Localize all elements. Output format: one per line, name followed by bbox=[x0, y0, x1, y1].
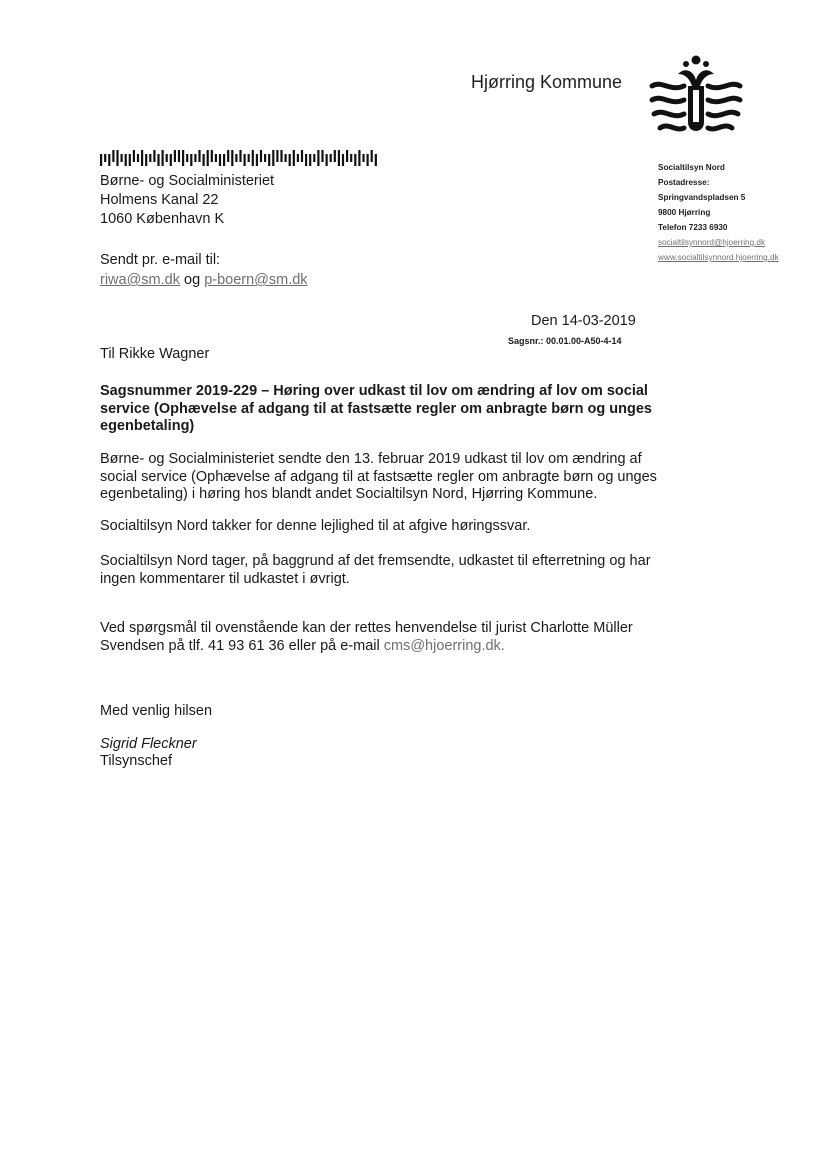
barcode-bar bbox=[100, 154, 102, 166]
sender-phone: Telefon 7233 6930 bbox=[658, 223, 728, 232]
barcode-bar bbox=[231, 150, 233, 166]
barcode-bar bbox=[137, 154, 139, 162]
barcode-bar bbox=[305, 154, 307, 166]
barcode-bar bbox=[375, 154, 377, 166]
barcode-bar bbox=[162, 150, 164, 166]
body-paragraph-3: Socialtilsyn Nord tager, på baggrund af det fremsendte, udkastet til efterretning og har ingen kommentarer til udkastet i øvrigt. bbox=[100, 553, 651, 587]
barcode-bar bbox=[133, 150, 135, 162]
email-link-p-boern[interactable]: p-boern@sm.dk bbox=[204, 272, 308, 288]
recipient-line-1: Børne- og Socialministeriet bbox=[100, 173, 275, 189]
contact-text: Ved spørgsmål til ovenstående kan der rettes henvendelse til jurist Charlotte Müller Svendsen på tlf. 41 93 61 36 eller på e-mail bbox=[100, 620, 633, 654]
barcode-bar bbox=[239, 150, 241, 162]
barcode-bar bbox=[157, 154, 159, 166]
barcode-bar bbox=[178, 150, 180, 162]
recipient-line-3: 1060 København K bbox=[100, 211, 225, 227]
barcode-bar bbox=[108, 154, 110, 166]
barcode-bar bbox=[104, 154, 106, 162]
barcode-bar bbox=[289, 154, 291, 166]
barcode-bar bbox=[112, 150, 114, 162]
barcode-bar bbox=[182, 150, 184, 166]
barcode-bar bbox=[317, 150, 319, 166]
barcode-bar bbox=[293, 150, 295, 166]
barcode-bar bbox=[203, 154, 205, 166]
barcode-bar bbox=[166, 154, 168, 162]
barcode-bar bbox=[190, 154, 192, 166]
email-link-riwa[interactable]: riwa@sm.dk bbox=[100, 272, 180, 288]
recipient-line-2: Holmens Kanal 22 bbox=[100, 192, 219, 208]
sender-email-link[interactable]: socialtilsynnord@hjoerring.dk bbox=[658, 238, 766, 247]
barcode-bar bbox=[276, 150, 278, 162]
barcode-bar bbox=[309, 154, 311, 166]
barcode-bar bbox=[252, 150, 254, 166]
barcode-bar bbox=[219, 154, 221, 166]
barcode-bar bbox=[358, 150, 360, 166]
conjunction-text: og bbox=[184, 272, 201, 288]
barcode-bar bbox=[334, 150, 336, 162]
recipient-address bbox=[100, 172, 274, 229]
barcode-bar bbox=[280, 150, 282, 162]
barcode-bar bbox=[272, 150, 274, 166]
sender-info bbox=[658, 160, 779, 265]
barcode-bar bbox=[227, 150, 229, 162]
contact-email-link[interactable]: cms@hjoerring.dk. bbox=[383, 637, 505, 654]
barcode-bar bbox=[125, 154, 127, 166]
barcode-bar bbox=[153, 150, 155, 162]
barcode-bar bbox=[174, 150, 176, 162]
barcode-bar bbox=[215, 154, 217, 162]
municipality-logo-icon bbox=[648, 52, 744, 146]
subject-heading: Sagsnummer 2019-229 – Høring over udkast til lov om ændring af lov om social service (Ophævelse af adgang til at fastsætte regler om anbragte børn og unges egenbetaling) bbox=[100, 383, 652, 434]
body-paragraph-2: Socialtilsyn Nord takker for denne lejlighed til at afgive høringssvar. bbox=[100, 518, 531, 534]
barcode-bar bbox=[313, 154, 315, 162]
barcode-bar bbox=[330, 154, 332, 162]
case-number: Sagsnr.: 00.01.00-A50-4-14 bbox=[508, 336, 622, 346]
barcode-bar bbox=[244, 154, 246, 166]
barcode-bar bbox=[149, 154, 151, 162]
barcode-bar bbox=[248, 154, 250, 162]
barcode-bar bbox=[116, 150, 118, 166]
sent-via-block bbox=[100, 250, 308, 290]
barcode-bar bbox=[141, 150, 143, 166]
postal-barcode-icon bbox=[100, 150, 380, 166]
barcode-bar bbox=[354, 154, 356, 166]
barcode-bar bbox=[371, 150, 373, 162]
body-paragraph-4 bbox=[100, 620, 660, 655]
barcode-bar bbox=[285, 154, 287, 162]
barcode-bar bbox=[145, 154, 147, 166]
barcode-bar bbox=[326, 154, 328, 166]
salutation: Til Rikke Wagner bbox=[100, 346, 210, 362]
sender-website-link[interactable]: www.socialtilsynnord.hjoerring.dk bbox=[658, 253, 779, 262]
sent-via-label: Sendt pr. e-mail til: bbox=[100, 252, 221, 268]
barcode-bar bbox=[256, 154, 258, 166]
barcode-bar bbox=[346, 150, 348, 162]
barcode-bar bbox=[170, 154, 172, 166]
body-paragraph-1: Børne- og Socialministeriet sendte den 13. februar 2019 udkast til lov om ændring af social service (Ophævelse af adgang til at fastsætte regler om anbragte børn og unges egenbetaling) i høring hos blandt andet Socialtilsyn Nord, Hjørring Kommune. bbox=[100, 451, 657, 502]
signatory-title: Tilsynschef bbox=[100, 753, 172, 769]
letter-date: Den 14-03-2019 bbox=[531, 313, 636, 329]
barcode-bar bbox=[342, 154, 344, 166]
barcode-bar bbox=[367, 154, 369, 166]
barcode-bar bbox=[260, 150, 262, 162]
barcode-bar bbox=[297, 154, 299, 162]
sender-city: 9800 Hjørring bbox=[658, 208, 711, 217]
sender-street: Springvandspladsen 5 bbox=[658, 193, 746, 202]
barcode-bar bbox=[223, 154, 225, 166]
barcode-bar bbox=[186, 154, 188, 162]
barcode-bar bbox=[235, 154, 237, 162]
barcode-bar bbox=[301, 150, 303, 162]
barcode-bar bbox=[362, 154, 364, 162]
barcode-bar bbox=[264, 154, 266, 162]
sender-postal-label: Postadresse: bbox=[658, 178, 710, 187]
barcode-bar bbox=[211, 150, 213, 162]
barcode-bar bbox=[194, 154, 196, 162]
organization-name: Hjørring Kommune bbox=[471, 72, 623, 92]
barcode-bar bbox=[121, 154, 123, 162]
barcode-bar bbox=[350, 154, 352, 162]
sender-name: Socialtilsyn Nord bbox=[658, 163, 725, 172]
barcode-bar bbox=[198, 150, 200, 162]
closing-greeting: Med venlig hilsen bbox=[100, 703, 213, 719]
barcode-bar bbox=[321, 150, 323, 162]
signatory-name: Sigrid Fleckner bbox=[100, 736, 197, 752]
barcode-bar bbox=[268, 154, 270, 166]
barcode-bar bbox=[207, 150, 209, 166]
barcode-bar bbox=[129, 154, 131, 166]
barcode-bar bbox=[338, 150, 340, 166]
